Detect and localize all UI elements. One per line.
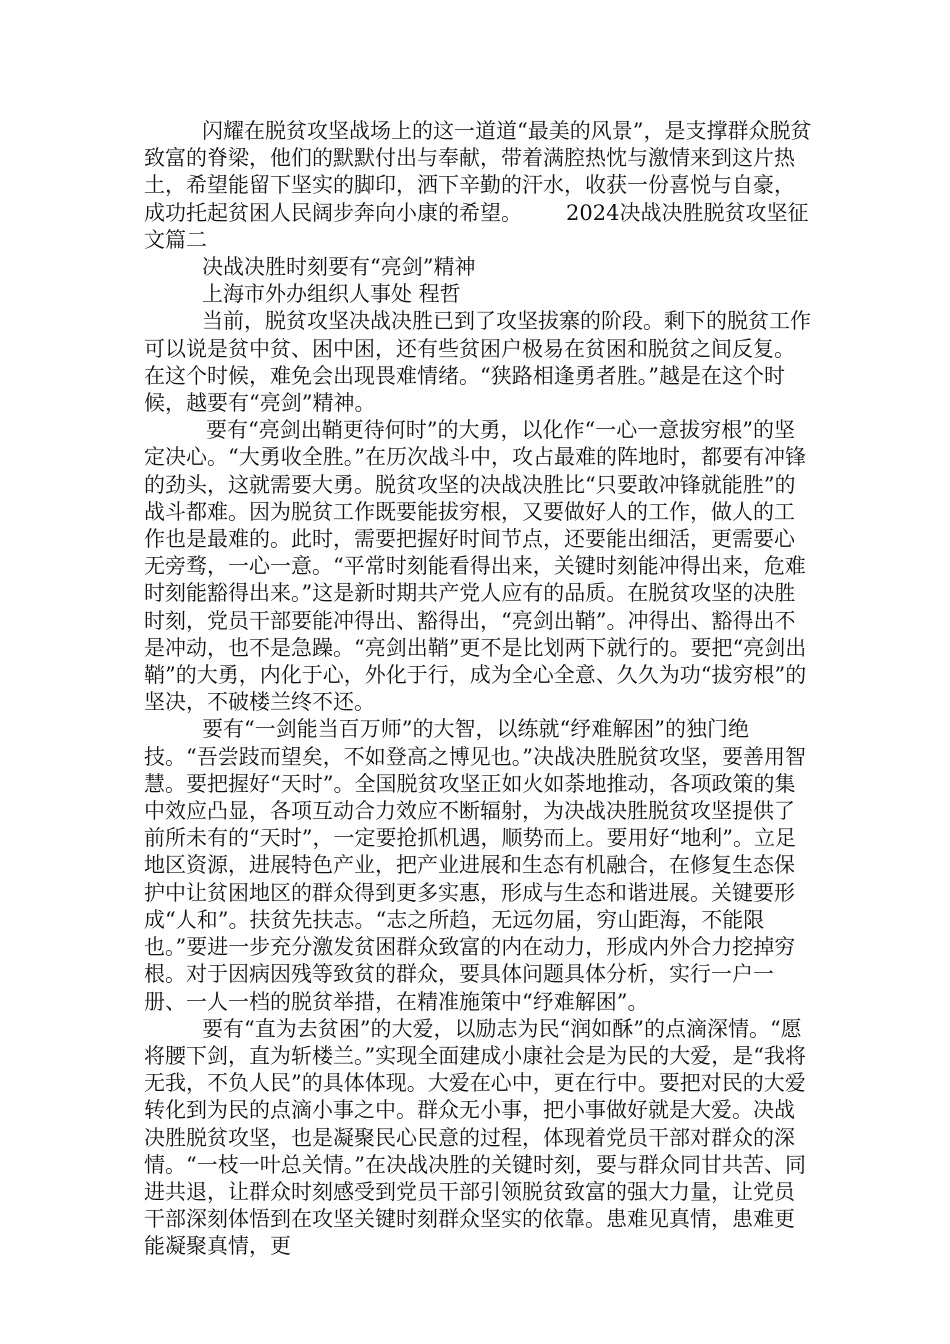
paragraph-2: 要有“亮剑出鞘更待何时”的大勇，以化作“一心一意拔穷根”的坚定决心。“大勇收全胜。”在历次战斗中，攻占最难的阵地时，都要有冲锋的劲头，这就需要大勇。脱贫攻坚的决战决胜比“只要敢冲锋就能胜”的战斗都难。因为脱贫工作既要能拔穷根，又要做好人的工作，做人的工作也是最难的。此时，需要把握好时间节点，还要能出细活，更需要心无旁骛，一心一意。“平常时刻能看得出来，关键时刻能冲得出来，危难时刻能豁得出来。”这是新时期共产党人应有的品质。在脱贫攻坚的决胜时刻，党员干部要能冲得出、豁得出，“亮剑出鞘”。冲得出、豁得出不是冲动，也不是急躁。“亮剑出鞘”更不是比划两下就行的。要把“亮剑出鞘”的大勇，内化于心，外化于行，成为全心全意、久久为功“拔穷根”的坚决，不破楼兰终不还。	[144, 418, 807, 715]
section-number: 2024	[566, 200, 620, 225]
author-line: 上海市外办组织人事处 程哲	[202, 282, 461, 307]
paragraph-4: 要有“直为去贫困”的大爱，以励志为民“润如酥”的点滴深情。“愿将腰下剑，直为斩楼兰。”实现全面建成小康社会是为民的大爱，是“我将无我，不负人民”的具体体现。大爱在心中，更在行中。要把对民的大爱转化到为民的点滴小事之中。群众无小事，把小事做好就是大爱。决战决胜脱贫攻坚，也是凝聚民心民意的过程，体现着党员干部对群众的深情。“一枝一叶总关情。”在决战决胜的关键时刻，要与群众同甘共苦、同进共退，让群众时刻感受到党员干部引领脱贫致富的强大力量，让党员干部深刻体悟到在攻坚关键时刻群众坚实的依靠。患难见真情，患难更能凝聚真情，更	[144, 1016, 806, 1259]
intro-paragraph	[144, 118, 812, 254]
paragraph-3: 要有“一剑能当百万师”的大智，以练就“纾难解困”的独门绝技。“吾尝跂而望矣，不如登高之博见也。”决战决胜脱贫攻坚，要善用智慧。要把握好“天时”。全国脱贫攻坚正如火如荼地推动，各项政策的集中效应凸显，各项互动合力效应不断辐射，为决战决胜脱贫攻坚提供了前所未有的“天时”，一定要抢抓机遇，顺势而上。要用好“地利”。立足地区资源，进展特色产业，把产业进展和生态有机融合，在修复生态保护中让贫困地区的群众得到更多实惠，形成与生态和谐进展。关键要形成“人和”。扶贫先扶志。“志之所趋，无远勿届，穷山距海，不能限也。”要进一步充分激发贫困群众致富的内在动力，形成内外合力挖掉穷根。对于因病因残等致贫的群众，要具体问题具体分析，实行一户一册、一人一档的脱贫举措，在精准施策中“纾难解困”。	[144, 717, 806, 1014]
section-heading: 决战决胜脱贫攻坚征文篇二	[144, 200, 809, 252]
document-page	[144, 118, 812, 1261]
article-title: 决战决胜时刻要有“亮剑”精神	[202, 255, 476, 280]
intro-text: 闪耀在脱贫攻坚战场上的这一道道“最美的风景”，是支撑群众脱贫致富的脊梁，他们的默默付出与奉献，带着满腔热忱与激情来到这片热土，希望能留下坚实的脚印，洒下辛勤的汗水，收获一份喜悦与自豪，成功托起贫困人民阔步奔向小康的希望。	[144, 119, 812, 225]
paragraph-1: 当前，脱贫攻坚决战决胜已到了攻坚拔寨的阶段。剩下的脱贫工作可以说是贫中贫、困中困，还有些贫困户极易在贫困和脱贫之间反复。在这个时候，难免会出现畏难情绪。“狭路相逢勇者胜。”越是在这个时候，越要有“亮剑”精神。	[144, 309, 811, 416]
